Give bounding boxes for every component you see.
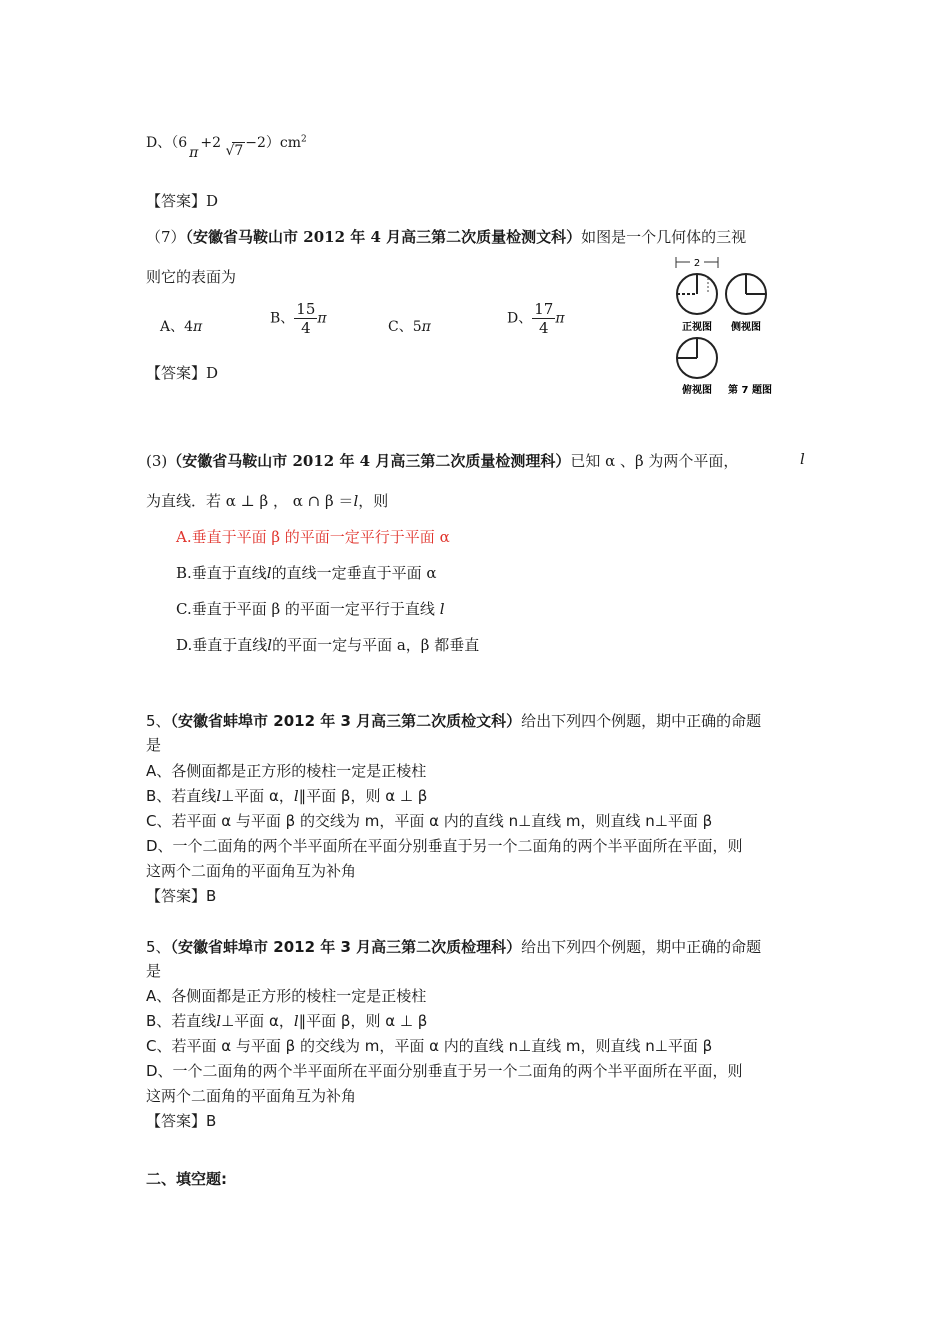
q5a-stem-line2: 是	[146, 736, 162, 754]
q5b-option-c: C、若平面 α 与平面 β 的交线为 m，平面 α 内的直线 n⊥直线 m，则直线 n⊥平面 β	[146, 1037, 713, 1055]
q7-option-b: B、 $\frac{15}{4}$ π	[270, 300, 327, 337]
q3-num: (3)	[146, 452, 168, 470]
top-view-label: 俯视图	[682, 385, 712, 394]
q5a-answer: 【答案】B	[146, 887, 217, 905]
q6-minus2: −2）cm	[245, 135, 302, 151]
q5a-option-b: B、若直线l⊥平面 α，l∥平面 β，则 α ⊥ β	[146, 787, 428, 805]
q5b-stem-line2: 是	[146, 962, 162, 980]
front-view-label: 正视图	[682, 322, 712, 333]
q5a-stem-line1: 5、（安徽省蚌埠市 2012 年 3 月高三第二次质检文科）给出下列四个例题，期中正确的命题	[146, 712, 762, 730]
q7-source: （安徽省马鞍山市 2012 年 4 月高三第二次质量检测文科）	[185, 228, 582, 246]
q5a-option-d-line2: 这两个二面角的平面角互为补角	[146, 862, 357, 880]
q3-stem-line2: 为直线．若 α ⊥ β ， α ∩ β ＝l，则	[146, 492, 389, 510]
q5b-answer: 【答案】B	[146, 1112, 217, 1130]
q3-source: （安徽省马鞍山市 2012 年 4 月高三第二次质量检测理科）	[167, 452, 571, 470]
q3-option-d: D.垂直于直线l的平面一定与平面 a，β 都垂直	[176, 636, 480, 654]
q6-answer: 【答案】D	[146, 192, 219, 210]
q7-option-c: C、5π	[388, 319, 431, 335]
side-view-label: 侧视图	[731, 322, 761, 333]
q7-option-d: D、 $\frac{17}{4}$ π	[507, 300, 565, 337]
section-heading-fill-in: 二、填空题:	[146, 1170, 227, 1188]
figure-caption: 第 7 题图	[728, 385, 772, 394]
q5b-option-a: A、各侧面都是正方形的棱柱一定是正棱柱	[146, 987, 427, 1005]
figure-dim-label: 2	[693, 258, 701, 269]
q7-answer: 【答案】D	[146, 364, 219, 382]
q6-sup2: 2	[301, 134, 307, 145]
q5b-stem-line1: 5、（安徽省蚌埠市 2012 年 3 月高三第二次质检理科）给出下列四个例题，期中正确的命题	[146, 938, 762, 956]
q3-stem1: 已知 α 、β 为两个平面，	[570, 452, 739, 470]
q7-stem-line1	[146, 226, 746, 247]
q6-option-d: D、（6π+2 $√7 -2)cm^2$	[146, 134, 307, 161]
q5b-option-d-line2: 这两个二面角的平面角互为补角	[146, 1087, 357, 1105]
q5a-option-d-line1: D、一个二面角的两个半平面所在平面分别垂直于另一个二面角的两个半平面所在平面，则	[146, 837, 743, 855]
q5a-source: （安徽省蚌埠市 2012 年 3 月高三第二次质检文科）	[170, 712, 522, 730]
q5b-option-d-line1: D、一个二面角的两个半平面所在平面分别垂直于另一个二面角的两个半平面所在平面，则	[146, 1062, 743, 1080]
q5a-option-a: A、各侧面都是正方形的棱柱一定是正棱柱	[146, 762, 427, 780]
q7-stem1: 如图是一个几何体的三视	[581, 228, 747, 246]
sqrt-seven: 7	[234, 143, 244, 159]
q6-option-d-prefix: D、（6	[146, 135, 188, 151]
q3-stem-line1	[146, 450, 738, 471]
pi-symbol: π	[189, 145, 199, 161]
q7-option-a: A、4π	[160, 319, 203, 335]
q5a-option-c: C、若平面 α 与平面 β 的交线为 m，平面 α 内的直线 n⊥直线 m，则直线 n⊥平面 β	[146, 812, 713, 830]
q7-num: （7）	[146, 228, 186, 246]
q5b-source: （安徽省蚌埠市 2012 年 3 月高三第二次质检理科）	[170, 938, 522, 956]
q7-option-b-fraction: $\frac{15}{4}$	[296, 300, 316, 337]
q3-option-a: A.垂直于平面 β 的平面一定平行于平面 α	[176, 528, 450, 546]
q7-option-d-fraction: $\frac{17}{4}$	[534, 300, 554, 337]
q5b-option-b: B、若直线l⊥平面 α，l∥平面 β，则 α ⊥ β	[146, 1012, 428, 1030]
q7-three-view-figure	[668, 252, 784, 394]
q3-option-b: B.垂直于直线l的直线一定垂直于平面 α	[176, 564, 437, 582]
q7-stem-line2: 则它的表面为	[146, 268, 237, 286]
q3-line-l: l	[800, 450, 805, 468]
q6-plus2: +2	[200, 135, 221, 151]
q3-option-c: C.垂直于平面 β 的平面一定平行于直线 l	[176, 600, 445, 618]
